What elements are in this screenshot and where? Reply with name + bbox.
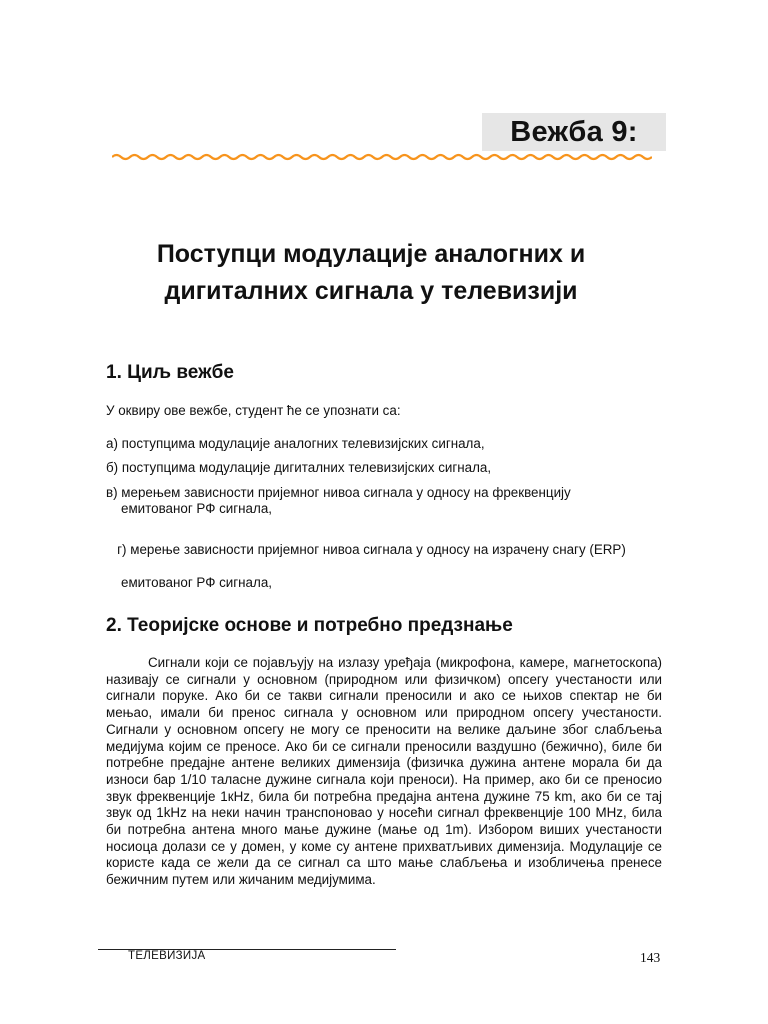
page-number: 143 [640, 950, 661, 965]
document-title [80, 236, 662, 310]
objective-item-a-line1: а) поступцима модулације аналогних телевизијских сигнала, [106, 436, 485, 451]
decorative-wave-divider [112, 152, 652, 162]
objective-item-g [106, 526, 666, 607]
objective-item-a [106, 436, 666, 452]
title-line-2: дигиталних сигнала у телевизији [164, 277, 578, 305]
objective-item-b-line1: б) поступцима модулације дигиталних телевизијских сигнала, [106, 460, 492, 475]
section-2-paragraph-text: Сигнали који се појављују на излазу уређаја (микрофона, камере, магнетоскопа) називају се сигнали у основном (природном или физичком) опсегу учестаности или сигнали поруке. Ако би се такви сигнали преносили и ако се њихов спектар не би мењао, имали би пренос сигнала у основном или природном опсегу учестаности. Сигнали у основном опсегу не могу се преносити на велике даљине због слабљења медијума којим се преносе. Ако би се сигнали преносили ваздушно (бежично), биле би потребне предајне антене великих димензија (физичка дужина антене морала би да износи бар 1/10 таласне дужине сигнала који преноси). На пример, ако би се преносио звук фреквенције 1кHz, била би потребна предајна антена дужине 75 km, ако би се тај звук од 1kHz на неки начин транспоновао у носећи сигнал фреквенције 100 MHz, била би потребна антена много мање дужине (мање од 1m). Избором виших учестаности носиоца долази се у домен, у коме су антене прихватљивих димензија. Модулације се користе када се жели да се сигнал са што мање слабљења и изобличења пренесе бежичним путем или жичаним медијумима. [106, 655, 662, 888]
objective-item-v-line2: емитованог РФ сигнала, [121, 501, 272, 517]
objective-item-v [106, 485, 666, 518]
section-1-heading: 1. Циљ вежбе [106, 362, 234, 383]
footer-label: ТЕЛЕВИЗИЈА [128, 950, 206, 962]
objective-item-g-line1: г) мерење зависности пријемног нивоа сигнала у односу на израчену снагу (ERP) [113, 542, 626, 558]
section-1-intro: У оквиру ове вежбе, студент ће се упознати са: [106, 403, 401, 418]
section-2-paragraph [106, 655, 662, 889]
exercise-label: Вежба 9: [482, 113, 666, 151]
objective-item-g-line2: емитованог РФ сигнала, [121, 574, 272, 590]
objective-item-v-line1: в) мерењем зависности пријемног нивоа сигнала у односу на фреквенцију [106, 485, 571, 500]
objective-item-b [106, 460, 666, 476]
title-line-1: Поступци модулације аналогних и [156, 240, 586, 268]
section-2-heading: 2. Теоријске основе и потребно предзнање [106, 615, 513, 636]
